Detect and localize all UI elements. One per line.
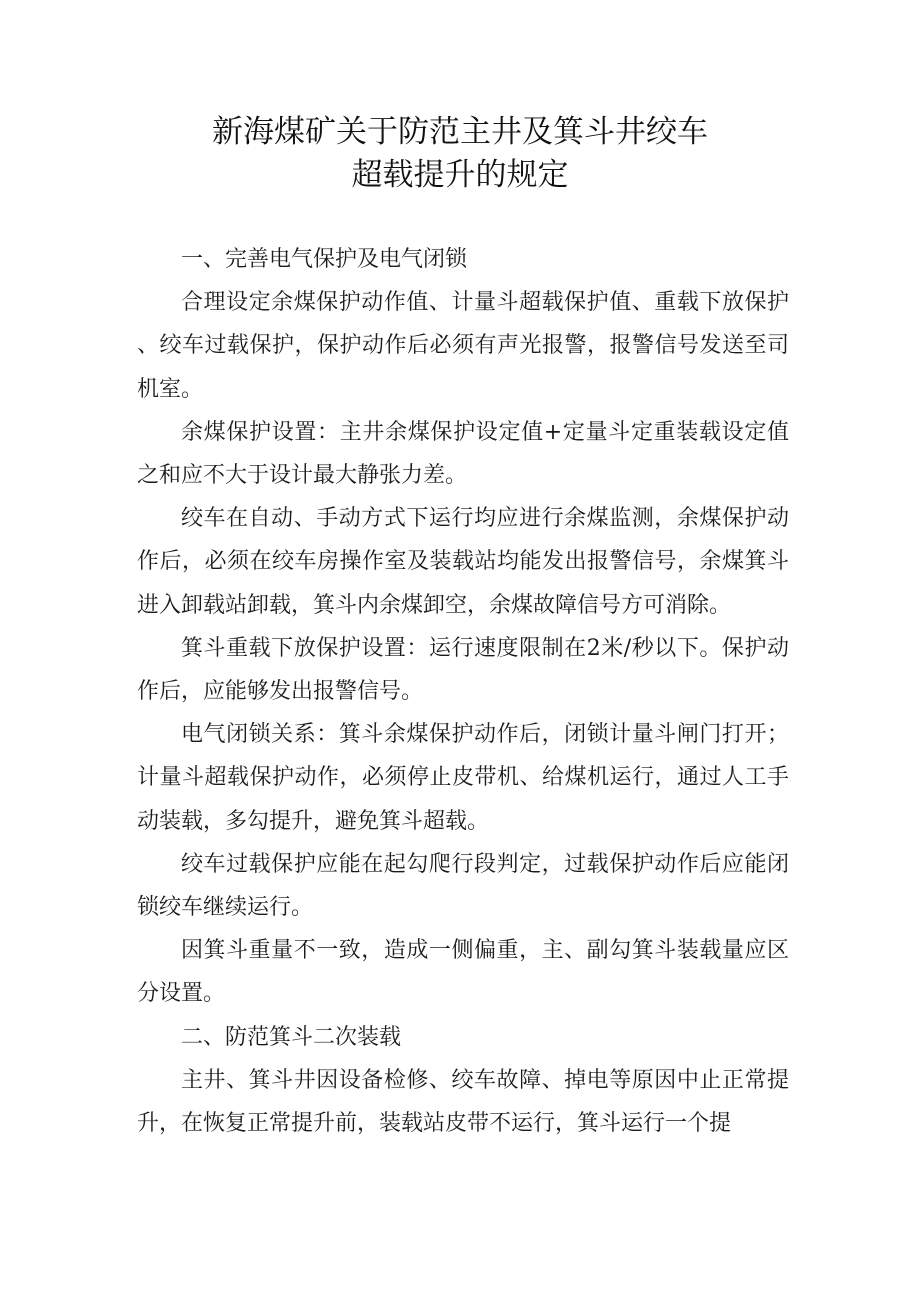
document-title-line-2: 超载提升的规定 [351, 157, 569, 193]
paragraph: 因箕斗重量不一致，造成一侧偏重，主、副勾箕斗装载量应区分设置。 [137, 938, 789, 1007]
document-body [137, 238, 789, 1145]
paragraph: 箕斗重载下放保护设置：运行速度限制在2米/秒以下。保护动作后，应能够发出报警信号。 [137, 635, 789, 705]
paragraph: 绞车在自动、手动方式下运行均应进行余煤监测，余煤保护动作后，必须在绞车房操作室及装载站均能发出报警信号，余煤箕斗进入卸载站卸载，箕斗内余煤卸空，余煤故障信号方可消除。 [137, 506, 789, 618]
paragraph: 绞车过载保护应能在起勾爬行段判定，过载保护动作后应能闭锁绞车继续运行。 [137, 851, 789, 921]
section-heading-2: 二、防范箕斗二次装载 [181, 1024, 402, 1050]
paragraph: 电气闭锁关系：箕斗余煤保护动作后，闭锁计量斗闸门打开；计量斗超载保护动作，必须停止皮带机、给煤机运行，通过人工手动装载，多勾提升，避免箕斗超载。 [137, 722, 789, 834]
paragraph: 合理设定余煤保护动作值、计量斗超载保护值、重载下放保护、绞车过载保护，保护动作后必须有声光报警，报警信号发送至司机室。 [137, 290, 789, 402]
document-title-line-1: 新海煤矿关于防范主井及箕斗井绞车 [212, 114, 708, 150]
paragraph: 主井、箕斗井因设备检修、绞车故障、掉电等原因中止正常提升，在恢复正常提升前，装载站皮带不运行，箕斗运行一个提 [137, 1067, 789, 1137]
section-heading-1: 一、完善电气保护及电气闭锁 [181, 247, 468, 272]
paragraph: 余煤保护设置：主井余煤保护设定值+定量斗定重装载设定值之和应不大于设计最大静张力差。 [137, 419, 789, 489]
